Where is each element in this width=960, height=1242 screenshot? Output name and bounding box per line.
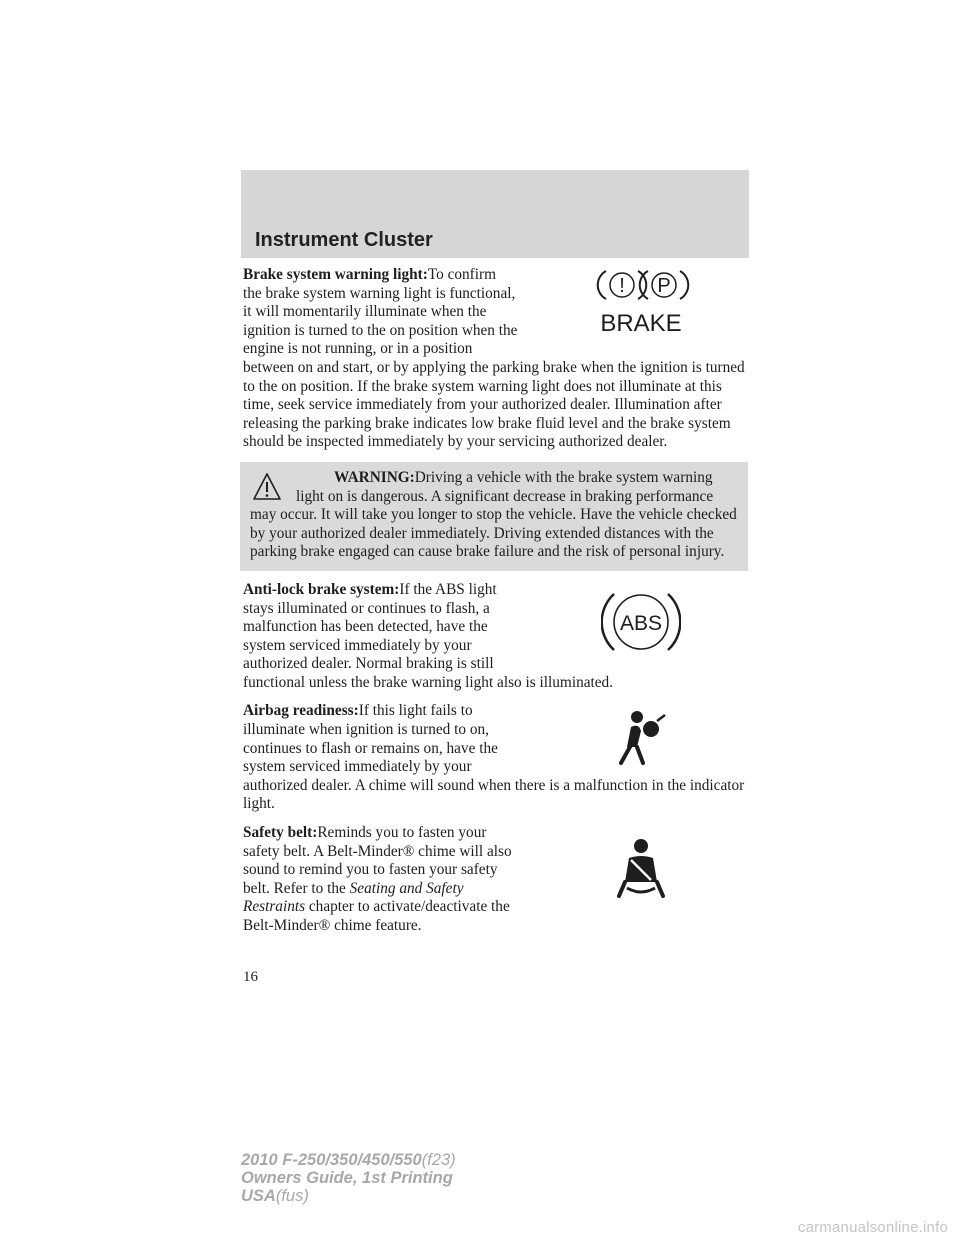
brake-warning-icon xyxy=(526,264,756,342)
warning-body: Driving a vehicle with the brake system warning light on is dangerous. A significant decrease in braking performance may occur. It will take you longer to stop the vehicle. Have the vehicle checked by your authorized dealer immediately. Driving extended distances with the parking brake engaged can cause brake failure and the risk of personal injury. xyxy=(250,468,737,561)
footer-printing: Owners Guide, 1st Printing xyxy=(241,1169,453,1187)
belt-chapter-reference[interactable]: Seating and Safety Restraints xyxy=(243,879,464,916)
belt-body-post: chapter to activate/deactivate the Belt-Minder® chime feature. xyxy=(243,898,510,934)
section-title: Instrument Cluster xyxy=(255,229,433,251)
brake-heading: Brake system warning light: xyxy=(243,266,428,283)
warning-box xyxy=(240,462,748,571)
footer-imprint xyxy=(241,1151,456,1205)
brake-label: BRAKE xyxy=(600,310,682,337)
airbag-section xyxy=(243,702,748,814)
airbag-body: If this light fails to illuminate when ignition is turned to on, continues to flash or remains on, have the system serviced immediately by your authorized dealer. A chime will sound when there is a malfunction in the indicator light. xyxy=(243,702,745,813)
abs-section xyxy=(243,581,748,693)
abs-label: ABS xyxy=(619,611,663,635)
warning-triangle-icon xyxy=(252,471,282,503)
page-content xyxy=(243,266,748,946)
belt-heading: Safety belt: xyxy=(243,824,318,842)
warning-heading: WARNING: xyxy=(334,468,415,486)
brake-section xyxy=(243,266,748,452)
airbag-heading: Airbag readiness: xyxy=(243,702,359,720)
page-number: 16 xyxy=(243,969,258,985)
footer-model: 2010 F-250/350/450/550 xyxy=(241,1151,422,1169)
footer-market-code: (fus) xyxy=(275,1187,309,1205)
footer-market: USA xyxy=(241,1187,276,1205)
section-header-bar xyxy=(241,170,749,258)
abs-icon xyxy=(526,577,756,667)
belt-body-pre: Reminds you to fasten your safety belt. A Belt-Minder® chime will also sound to remind you to fasten your safety belt. Refer to the xyxy=(243,824,512,897)
airbag-icon xyxy=(526,702,756,772)
brake-parking-glyph: P xyxy=(657,275,671,297)
brake-body: To confirm the brake system warning light is functional, it will momentarily illuminate when the ignition is turned to the on position when the engine is not running, or in a position between on and start, or by applying the parking brake when the ignition is turned to the on position. If the brake system warning light does not illuminate at this time, seek service immediately from your authorized dealer. Illumination after releasing the parking brake indicates low brake fluid level and the brake system should be inspected immediately by your servicing authorized dealer. xyxy=(243,266,745,451)
watermark: carmanualsonline.info xyxy=(797,1219,948,1236)
abs-heading: Anti-lock brake system: xyxy=(243,580,400,598)
footer-model-code: (f23) xyxy=(421,1151,456,1169)
brake-exclamation-glyph: ! xyxy=(619,275,625,297)
belt-section xyxy=(243,824,748,936)
safety-belt-icon xyxy=(526,824,756,914)
abs-body: If the ABS light stays illuminated or continues to flash, a malfunction has been detected, have the system serviced immediately by your authorized dealer. Normal braking is still functional unless the brake warning light also is illuminated. xyxy=(243,580,614,691)
